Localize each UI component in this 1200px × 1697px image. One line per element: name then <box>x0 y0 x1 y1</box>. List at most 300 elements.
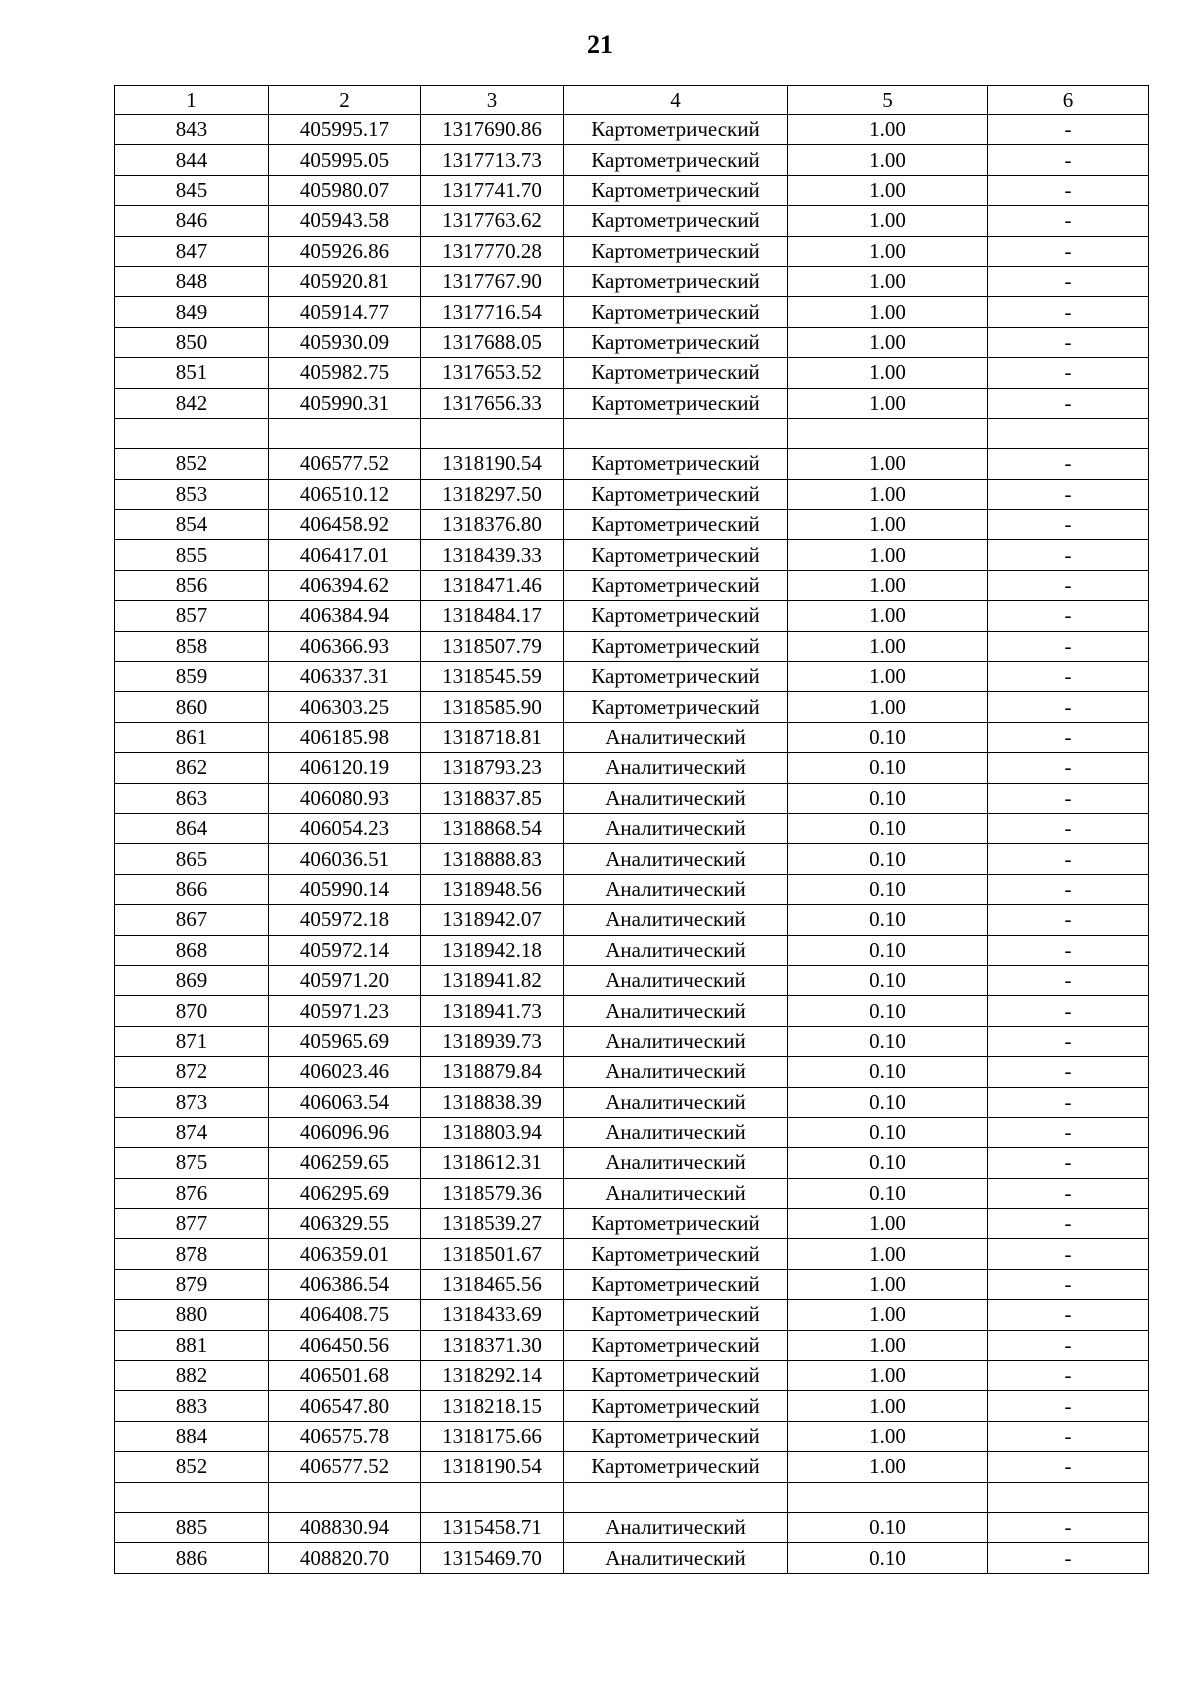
x-coordinate-cell: 406359.01 <box>269 1239 421 1269</box>
x-coordinate-cell: 405990.14 <box>269 874 421 904</box>
y-coordinate-cell: 1315458.71 <box>421 1512 564 1542</box>
table-row <box>115 1361 1149 1391</box>
method-cell: Аналитический <box>564 783 788 813</box>
x-coordinate-cell: 405995.17 <box>269 115 421 145</box>
x-coordinate-cell: 406259.65 <box>269 1148 421 1178</box>
accuracy-cell: 0.10 <box>788 844 988 874</box>
point-number-cell: 855 <box>115 540 269 570</box>
accuracy-cell: 1.00 <box>788 449 988 479</box>
method-cell: Картометрический <box>564 1209 788 1239</box>
note-cell: - <box>988 236 1149 266</box>
point-number-cell: 856 <box>115 570 269 600</box>
method-cell: Аналитический <box>564 722 788 752</box>
note-cell: - <box>988 965 1149 995</box>
y-coordinate-cell: 1318297.50 <box>421 479 564 509</box>
table-row <box>115 206 1149 236</box>
point-number-cell: 858 <box>115 631 269 661</box>
accuracy-cell: 0.10 <box>788 783 988 813</box>
x-coordinate-cell <box>269 1482 421 1512</box>
method-cell: Аналитический <box>564 1512 788 1542</box>
y-coordinate-cell: 1318465.56 <box>421 1269 564 1299</box>
x-coordinate-cell: 405920.81 <box>269 266 421 296</box>
method-cell: Аналитический <box>564 935 788 965</box>
note-cell: - <box>988 1087 1149 1117</box>
point-number-cell: 879 <box>115 1269 269 1299</box>
note-cell: - <box>988 1117 1149 1147</box>
method-cell <box>564 418 788 448</box>
note-cell: - <box>988 1543 1149 1573</box>
x-coordinate-cell: 406063.54 <box>269 1087 421 1117</box>
accuracy-cell: 1.00 <box>788 479 988 509</box>
accuracy-cell: 0.10 <box>788 874 988 904</box>
accuracy-cell: 1.00 <box>788 175 988 205</box>
table-row <box>115 327 1149 357</box>
y-coordinate-cell: 1318292.14 <box>421 1361 564 1391</box>
accuracy-cell: 0.10 <box>788 1087 988 1117</box>
y-coordinate-cell: 1317741.70 <box>421 175 564 205</box>
method-cell: Аналитический <box>564 1087 788 1117</box>
point-number-cell <box>115 1482 269 1512</box>
y-coordinate-cell: 1315469.70 <box>421 1543 564 1573</box>
x-coordinate-cell: 405980.07 <box>269 175 421 205</box>
y-coordinate-cell: 1317713.73 <box>421 145 564 175</box>
table-row <box>115 540 1149 570</box>
accuracy-cell: 1.00 <box>788 266 988 296</box>
note-cell: - <box>988 297 1149 327</box>
coordinates-table <box>114 85 1149 1574</box>
note-cell: - <box>988 1178 1149 1208</box>
x-coordinate-cell: 406303.25 <box>269 692 421 722</box>
note-cell: - <box>988 1300 1149 1330</box>
y-coordinate-cell: 1317716.54 <box>421 297 564 327</box>
note-cell: - <box>988 1452 1149 1482</box>
point-number-cell: 883 <box>115 1391 269 1421</box>
method-cell: Картометрический <box>564 479 788 509</box>
y-coordinate-cell: 1318942.07 <box>421 905 564 935</box>
y-coordinate-cell: 1317688.05 <box>421 327 564 357</box>
table-row <box>115 570 1149 600</box>
method-cell: Картометрический <box>564 266 788 296</box>
table-header-row <box>115 86 1149 115</box>
table-row <box>115 874 1149 904</box>
note-cell: - <box>988 601 1149 631</box>
note-cell: - <box>988 145 1149 175</box>
y-coordinate-cell: 1318879.84 <box>421 1057 564 1087</box>
y-coordinate-cell: 1318939.73 <box>421 1026 564 1056</box>
table-row <box>115 965 1149 995</box>
table-row <box>115 1269 1149 1299</box>
table-row <box>115 631 1149 661</box>
x-coordinate-cell: 405965.69 <box>269 1026 421 1056</box>
x-coordinate-cell: 406575.78 <box>269 1421 421 1451</box>
note-cell: - <box>988 935 1149 965</box>
accuracy-cell: 0.10 <box>788 1148 988 1178</box>
table-row <box>115 813 1149 843</box>
method-cell: Картометрический <box>564 206 788 236</box>
y-coordinate-cell <box>421 1482 564 1512</box>
point-number-cell: 885 <box>115 1512 269 1542</box>
table-row <box>115 783 1149 813</box>
x-coordinate-cell: 406054.23 <box>269 813 421 843</box>
x-coordinate-cell: 406417.01 <box>269 540 421 570</box>
x-coordinate-cell: 406510.12 <box>269 479 421 509</box>
method-cell: Аналитический <box>564 965 788 995</box>
note-cell: - <box>988 813 1149 843</box>
point-number-cell: 882 <box>115 1361 269 1391</box>
table-row <box>115 1178 1149 1208</box>
x-coordinate-cell: 405971.23 <box>269 996 421 1026</box>
accuracy-cell: 0.10 <box>788 1543 988 1573</box>
table-row <box>115 601 1149 631</box>
column-header: 3 <box>421 86 564 115</box>
method-cell: Картометрический <box>564 388 788 418</box>
point-number-cell: 871 <box>115 1026 269 1056</box>
y-coordinate-cell: 1318888.83 <box>421 844 564 874</box>
y-coordinate-cell: 1318612.31 <box>421 1148 564 1178</box>
x-coordinate-cell: 406329.55 <box>269 1209 421 1239</box>
y-coordinate-cell: 1318948.56 <box>421 874 564 904</box>
table-row <box>115 1330 1149 1360</box>
accuracy-cell: 0.10 <box>788 1178 988 1208</box>
x-coordinate-cell: 406096.96 <box>269 1117 421 1147</box>
accuracy-cell: 1.00 <box>788 570 988 600</box>
note-cell: - <box>988 570 1149 600</box>
x-coordinate-cell: 406120.19 <box>269 753 421 783</box>
table-row <box>115 1117 1149 1147</box>
method-cell: Картометрический <box>564 1300 788 1330</box>
note-cell: - <box>988 479 1149 509</box>
x-coordinate-cell: 406023.46 <box>269 1057 421 1087</box>
y-coordinate-cell: 1317770.28 <box>421 236 564 266</box>
accuracy-cell: 1.00 <box>788 358 988 388</box>
accuracy-cell: 0.10 <box>788 905 988 935</box>
method-cell <box>564 1482 788 1512</box>
x-coordinate-cell: 405990.31 <box>269 388 421 418</box>
point-number-cell: 844 <box>115 145 269 175</box>
y-coordinate-cell: 1318941.82 <box>421 965 564 995</box>
accuracy-cell: 1.00 <box>788 145 988 175</box>
table-row <box>115 1087 1149 1117</box>
table-row <box>115 145 1149 175</box>
method-cell: Картометрический <box>564 1269 788 1299</box>
y-coordinate-cell: 1318941.73 <box>421 996 564 1026</box>
x-coordinate-cell: 408820.70 <box>269 1543 421 1573</box>
point-number-cell: 862 <box>115 753 269 783</box>
point-number-cell: 861 <box>115 722 269 752</box>
table-row <box>115 1300 1149 1330</box>
method-cell: Картометрический <box>564 236 788 266</box>
y-coordinate-cell: 1318507.79 <box>421 631 564 661</box>
table-row <box>115 115 1149 145</box>
note-cell: - <box>988 753 1149 783</box>
y-coordinate-cell: 1317767.90 <box>421 266 564 296</box>
y-coordinate-cell: 1317690.86 <box>421 115 564 145</box>
method-cell: Аналитический <box>564 1026 788 1056</box>
y-coordinate-cell: 1318838.39 <box>421 1087 564 1117</box>
y-coordinate-cell: 1318190.54 <box>421 1452 564 1482</box>
page-number: 21 <box>587 30 613 59</box>
table-row <box>115 1209 1149 1239</box>
table-row <box>115 1026 1149 1056</box>
point-number-cell: 872 <box>115 1057 269 1087</box>
x-coordinate-cell: 405914.77 <box>269 297 421 327</box>
point-number-cell: 876 <box>115 1178 269 1208</box>
point-number-cell: 867 <box>115 905 269 935</box>
point-number-cell: 870 <box>115 996 269 1026</box>
method-cell: Аналитический <box>564 1543 788 1573</box>
method-cell: Картометрический <box>564 631 788 661</box>
table-row <box>115 358 1149 388</box>
note-cell: - <box>988 1239 1149 1269</box>
table-row <box>115 753 1149 783</box>
column-header: 4 <box>564 86 788 115</box>
accuracy-cell: 1.00 <box>788 327 988 357</box>
table-row <box>115 418 1149 448</box>
x-coordinate-cell: 406458.92 <box>269 510 421 540</box>
column-header: 2 <box>269 86 421 115</box>
point-number-cell: 842 <box>115 388 269 418</box>
point-number-cell <box>115 418 269 448</box>
x-coordinate-cell: 406394.62 <box>269 570 421 600</box>
note-cell: - <box>988 722 1149 752</box>
point-number-cell: 873 <box>115 1087 269 1117</box>
y-coordinate-cell: 1318371.30 <box>421 1330 564 1360</box>
y-coordinate-cell: 1318803.94 <box>421 1117 564 1147</box>
note-cell: - <box>988 206 1149 236</box>
accuracy-cell: 1.00 <box>788 1421 988 1451</box>
method-cell: Картометрический <box>564 1391 788 1421</box>
note-cell: - <box>988 1421 1149 1451</box>
table-row <box>115 1391 1149 1421</box>
note-cell: - <box>988 874 1149 904</box>
accuracy-cell: 1.00 <box>788 1209 988 1239</box>
note-cell: - <box>988 844 1149 874</box>
method-cell: Картометрический <box>564 297 788 327</box>
point-number-cell: 849 <box>115 297 269 327</box>
point-number-cell: 881 <box>115 1330 269 1360</box>
method-cell: Картометрический <box>564 540 788 570</box>
table-row <box>115 266 1149 296</box>
x-coordinate-cell: 406384.94 <box>269 601 421 631</box>
accuracy-cell: 1.00 <box>788 510 988 540</box>
point-number-cell: 847 <box>115 236 269 266</box>
y-coordinate-cell: 1318175.66 <box>421 1421 564 1451</box>
accuracy-cell: 1.00 <box>788 236 988 266</box>
accuracy-cell: 1.00 <box>788 388 988 418</box>
point-number-cell: 884 <box>115 1421 269 1451</box>
accuracy-cell: 0.10 <box>788 1117 988 1147</box>
accuracy-cell: 1.00 <box>788 1361 988 1391</box>
note-cell <box>988 418 1149 448</box>
note-cell: - <box>988 1026 1149 1056</box>
y-coordinate-cell: 1318837.85 <box>421 783 564 813</box>
method-cell: Картометрический <box>564 145 788 175</box>
table-row <box>115 1239 1149 1269</box>
point-number-cell: 851 <box>115 358 269 388</box>
y-coordinate-cell: 1317763.62 <box>421 206 564 236</box>
table-row <box>115 510 1149 540</box>
x-coordinate-cell: 405971.20 <box>269 965 421 995</box>
y-coordinate-cell: 1317653.52 <box>421 358 564 388</box>
table-row <box>115 175 1149 205</box>
note-cell: - <box>988 1512 1149 1542</box>
method-cell: Картометрический <box>564 662 788 692</box>
accuracy-cell: 1.00 <box>788 206 988 236</box>
accuracy-cell: 1.00 <box>788 115 988 145</box>
y-coordinate-cell: 1318539.27 <box>421 1209 564 1239</box>
point-number-cell: 854 <box>115 510 269 540</box>
x-coordinate-cell: 406450.56 <box>269 1330 421 1360</box>
x-coordinate-cell: 406036.51 <box>269 844 421 874</box>
note-cell: - <box>988 388 1149 418</box>
x-coordinate-cell: 405926.86 <box>269 236 421 266</box>
column-header: 5 <box>788 86 988 115</box>
accuracy-cell: 0.10 <box>788 1512 988 1542</box>
column-header: 1 <box>115 86 269 115</box>
x-coordinate-cell: 406080.93 <box>269 783 421 813</box>
note-cell <box>988 1482 1149 1512</box>
point-number-cell: 878 <box>115 1239 269 1269</box>
y-coordinate-cell: 1318942.18 <box>421 935 564 965</box>
note-cell: - <box>988 115 1149 145</box>
y-coordinate-cell: 1318501.67 <box>421 1239 564 1269</box>
method-cell: Картометрический <box>564 1361 788 1391</box>
accuracy-cell: 1.00 <box>788 692 988 722</box>
note-cell: - <box>988 631 1149 661</box>
point-number-cell: 846 <box>115 206 269 236</box>
method-cell: Картометрический <box>564 1330 788 1360</box>
table-row <box>115 1148 1149 1178</box>
method-cell: Картометрический <box>564 570 788 600</box>
method-cell: Картометрический <box>564 510 788 540</box>
accuracy-cell <box>788 1482 988 1512</box>
y-coordinate-cell: 1318439.33 <box>421 540 564 570</box>
accuracy-cell <box>788 418 988 448</box>
note-cell: - <box>988 266 1149 296</box>
method-cell: Картометрический <box>564 1421 788 1451</box>
x-coordinate-cell: 406185.98 <box>269 722 421 752</box>
note-cell: - <box>988 1209 1149 1239</box>
method-cell: Картометрический <box>564 1452 788 1482</box>
point-number-cell: 845 <box>115 175 269 205</box>
point-number-cell: 848 <box>115 266 269 296</box>
table-row <box>115 692 1149 722</box>
point-number-cell: 880 <box>115 1300 269 1330</box>
accuracy-cell: 0.10 <box>788 996 988 1026</box>
point-number-cell: 843 <box>115 115 269 145</box>
method-cell: Картометрический <box>564 358 788 388</box>
method-cell: Аналитический <box>564 1178 788 1208</box>
table-row <box>115 1543 1149 1573</box>
table-row <box>115 479 1149 509</box>
point-number-cell: 869 <box>115 965 269 995</box>
point-number-cell: 850 <box>115 327 269 357</box>
accuracy-cell: 0.10 <box>788 753 988 783</box>
accuracy-cell: 0.10 <box>788 1057 988 1087</box>
note-cell: - <box>988 662 1149 692</box>
accuracy-cell: 1.00 <box>788 1452 988 1482</box>
table-row <box>115 1452 1149 1482</box>
method-cell: Картометрический <box>564 1239 788 1269</box>
accuracy-cell: 1.00 <box>788 540 988 570</box>
x-coordinate-cell: 406577.52 <box>269 1452 421 1482</box>
table-row <box>115 1512 1149 1542</box>
method-cell: Картометрический <box>564 449 788 479</box>
y-coordinate-cell: 1318579.36 <box>421 1178 564 1208</box>
note-cell: - <box>988 692 1149 722</box>
method-cell: Аналитический <box>564 905 788 935</box>
x-coordinate-cell: 405995.05 <box>269 145 421 175</box>
table-row <box>115 236 1149 266</box>
accuracy-cell: 1.00 <box>788 297 988 327</box>
point-number-cell: 866 <box>115 874 269 904</box>
x-coordinate-cell: 406501.68 <box>269 1361 421 1391</box>
table-row <box>115 1421 1149 1451</box>
x-coordinate-cell: 405930.09 <box>269 327 421 357</box>
point-number-cell: 859 <box>115 662 269 692</box>
x-coordinate-cell: 406337.31 <box>269 662 421 692</box>
note-cell: - <box>988 1148 1149 1178</box>
point-number-cell: 875 <box>115 1148 269 1178</box>
table-row <box>115 844 1149 874</box>
point-number-cell: 877 <box>115 1209 269 1239</box>
point-number-cell: 863 <box>115 783 269 813</box>
method-cell: Картометрический <box>564 175 788 205</box>
note-cell: - <box>988 1391 1149 1421</box>
table-row <box>115 722 1149 752</box>
y-coordinate-cell: 1318585.90 <box>421 692 564 722</box>
x-coordinate-cell: 406577.52 <box>269 449 421 479</box>
table-body <box>115 115 1149 1574</box>
method-cell: Аналитический <box>564 813 788 843</box>
method-cell: Картометрический <box>564 601 788 631</box>
accuracy-cell: 1.00 <box>788 631 988 661</box>
y-coordinate-cell: 1318218.15 <box>421 1391 564 1421</box>
accuracy-cell: 1.00 <box>788 662 988 692</box>
table-row <box>115 905 1149 935</box>
note-cell: - <box>988 540 1149 570</box>
method-cell: Аналитический <box>564 874 788 904</box>
y-coordinate-cell: 1318484.17 <box>421 601 564 631</box>
y-coordinate-cell: 1318868.54 <box>421 813 564 843</box>
x-coordinate-cell <box>269 418 421 448</box>
note-cell: - <box>988 1361 1149 1391</box>
accuracy-cell: 0.10 <box>788 965 988 995</box>
table-row <box>115 449 1149 479</box>
y-coordinate-cell: 1318718.81 <box>421 722 564 752</box>
accuracy-cell: 1.00 <box>788 601 988 631</box>
x-coordinate-cell: 408830.94 <box>269 1512 421 1542</box>
accuracy-cell: 1.00 <box>788 1300 988 1330</box>
x-coordinate-cell: 405982.75 <box>269 358 421 388</box>
method-cell: Аналитический <box>564 1057 788 1087</box>
note-cell: - <box>988 175 1149 205</box>
point-number-cell: 852 <box>115 1452 269 1482</box>
x-coordinate-cell: 406386.54 <box>269 1269 421 1299</box>
accuracy-cell: 1.00 <box>788 1269 988 1299</box>
table-row <box>115 297 1149 327</box>
method-cell: Аналитический <box>564 844 788 874</box>
point-number-cell: 860 <box>115 692 269 722</box>
method-cell: Картометрический <box>564 692 788 722</box>
table-row <box>115 1482 1149 1512</box>
y-coordinate-cell: 1318471.46 <box>421 570 564 600</box>
method-cell: Аналитический <box>564 996 788 1026</box>
table-row <box>115 388 1149 418</box>
point-number-cell: 852 <box>115 449 269 479</box>
accuracy-cell: 0.10 <box>788 1026 988 1056</box>
point-number-cell: 868 <box>115 935 269 965</box>
